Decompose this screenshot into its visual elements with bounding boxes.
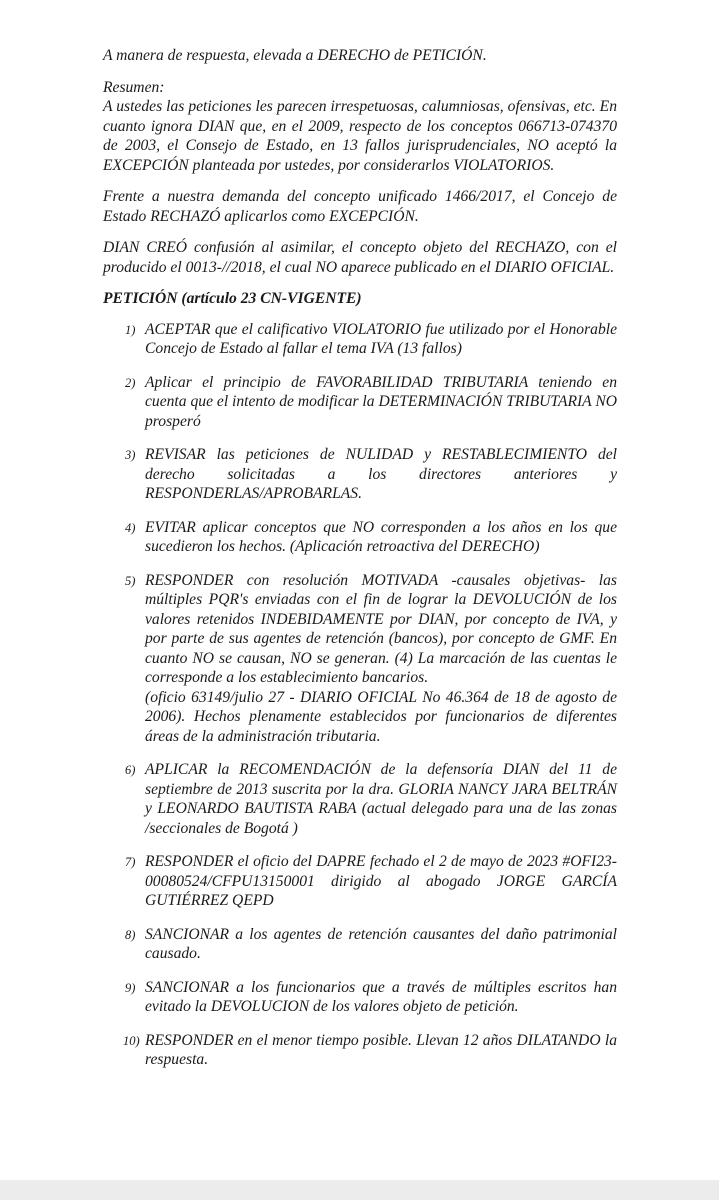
document-body (103, 46, 617, 1084)
item-number: 5) (125, 573, 136, 588)
petition-item-7 (103, 852, 617, 911)
item-number: 7) (125, 855, 136, 869)
item-number: 3) (125, 448, 136, 462)
petition-item-4 (103, 518, 617, 557)
item-text: RESPONDER en el menor tiempo posible. Llevan 12 años DILATANDO la respuesta. (145, 1031, 617, 1068)
item-text: RESPONDER con resolución MOTIVADA -causales objetivas- las múltiples PQR's enviadas con el fin de lograr la DEVOLUCIÓN de los valores retenidos INDEBIDAMENTE por DIAN, por concepto de IVA, y por parte de sus agentes de retención (bancos), por concepto de GMF. En cuanto NO se causan, NO se generan. (4) La marcación de las cuentas le corresponde a los establecimiento bancarios. (145, 571, 617, 686)
petition-item-8 (103, 925, 617, 964)
item-text: Aplicar el principio de FAVORABILIDAD TRIBUTARIA teniendo en cuenta que el intento de modificar la DETERMINACIÓN TRIBUTARIA NO prosperó (145, 373, 617, 430)
petition-item-5 (103, 571, 617, 747)
item-text: RESPONDER el oficio del DAPRE fechado el 2 de mayo de 2023 #OFI23-00080524/CFPU13150001 dirigido al abogado JORGE GARCÍA GUTIÉRREZ QEPD (145, 853, 617, 909)
summary-title: Resumen: (103, 78, 165, 96)
petition-item-3 (103, 445, 617, 504)
item-number: 1) (125, 322, 136, 337)
item-number: 9) (125, 980, 136, 995)
summary-body: A ustedes las peticiones les parecen irrespetuosas, calumniosas, ofensivas, etc. En cuanto ignora DIAN que, en el 2009, respecto de los conceptos 066713-074370 de 2003, el Consejo de Estado, en 13 fallos jurisprudenciales, NO aceptó la EXCEPCIÓN planteada por ustedes, por considerarlos VIOLATORIOS. (103, 98, 617, 174)
paragraph-demand: Frente a nuestra demanda del concepto unificado 1466/2017, el Concejo de Estado RECHAZÓ aplicarlos como EXCEPCIÓN. (103, 188, 617, 225)
item-text: EVITAR aplicar conceptos que NO corresponden a los años en los que sucedieron los hechos. (Aplicación retroactiva del DERECHO) (145, 518, 617, 555)
item-number: 4) (125, 520, 136, 535)
item-number: 8) (125, 927, 136, 942)
item-text: SANCIONAR a los funcionarios que a través de múltiples escritos han evitado la DEVOLUCION de los valores objeto de petición. (145, 978, 617, 1015)
petition-item-1 (103, 320, 617, 359)
petition-list (103, 320, 617, 1070)
item-number: 6) (125, 763, 136, 777)
petition-item-6 (103, 760, 617, 838)
item-text: SANCIONAR a los agentes de retención causantes del daño patrimonial causado. (145, 925, 617, 962)
petition-item-10 (103, 1031, 617, 1070)
intro-line: A manera de respuesta, elevada a DERECHO de PETICIÓN. (103, 47, 487, 64)
item-text: APLICAR la RECOMENDACIÓN de la defensoría DIAN del 11 de septiembre de 2013 suscrita por la dra. GLORIA NANCY JARA BELTRÁN y LEONARDO BAUTISTA RABA (actual delegado para una de las zonas /seccionales de Bogotá ) (145, 761, 617, 837)
paragraph-confusion: DIAN CREÓ confusión al asimilar, el concepto objeto del RECHAZO, con el producido el 0013-//2018, el cual NO aparece publicado en el DIARIO OFICIAL. (103, 239, 617, 276)
item-text-continued: (oficio 63149/julio 27 - DIARIO OFICIAL No 46.364 de 18 de agosto de 2006). Hechos plenamente establecidos por funcionarios de diferentes áreas de la administración tributaria. (145, 688, 617, 745)
item-text: REVISAR las peticiones de NULIDAD y RESTABLECIMIENTO del derecho solicitadas a los directores anteriores y RESPONDERLAS/APROBARLAS. (145, 446, 617, 502)
petition-item-9 (103, 978, 617, 1017)
page-bottom-margin (0, 1180, 719, 1200)
item-number: 10) (123, 1033, 140, 1048)
petition-heading: PETICIÓN (artículo 23 CN-VIGENTE) (103, 290, 362, 307)
item-number: 2) (125, 375, 136, 390)
item-text: ACEPTAR que el calificativo VIOLATORIO fue utilizado por el Honorable Concejo de Estado al fallar el tema IVA (13 fallos) (145, 320, 617, 357)
petition-item-2 (103, 373, 617, 432)
